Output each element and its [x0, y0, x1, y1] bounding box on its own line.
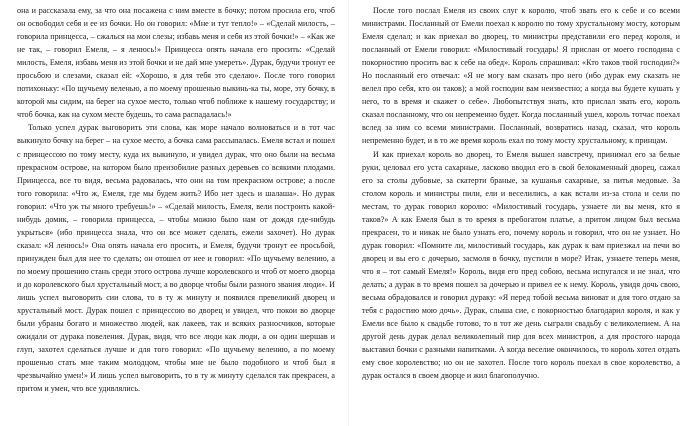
right-paragraph-2: И как приехал король во дворец, то Емеля вышел навстречу, принимал его за белые руки, целовал его уста сахарные, ласково вводил его в свой белокаменный дворец, сажал его за столы дубовые, за скатерти браные, за кушанья сахарные, за питья медовые. За столом король и министры пили, ели и веселились, а как встали из-за стола и сели по местам, то дурак говорил королю: «Милостивый государь, узнаете ли вы меня, кто я таков?» А как Емеля был в то время в пребогатом платье, а притом лицом был весьма прекрасен, то и никак не было узнать его, почему король и говорил, что он не узнает. Но дурак говорил: «Помните ли, милостивый государь, как дурак к вам приезжал на печи во дворец и вы его с дочерью, засмоля в бочку, пустили в море? Итак, узнаете теперь меня, что я – тот самый Емеля!» Король, видя его пред собою, весьма испугался и не знал, что делать; а дурак в то время пошел за дочерью и привел ее к нему. Король, увидя дочь свою, весьма обрадовался и говорил дураку: «Я перед тобой весьма виноват и для того отдаю за тебя с радостию мою дочь». Дурак, слыша сие, с покорностью благодарил короля, и как у Емели все было к свадьбе готово, то в тот же день сыграли свадьбу с великолепием. А на другой день дурак делал великолепный пир для всех министров, а для простого народа выставил бочки с разными напитками. А когда веселие окончилось, то король хотел отдать ему свое королевство; но он не захотел. После того король поехал в свое королевство, а дурак остался в своем дворце и жил благополучно.: [362, 149, 680, 381]
left-paragraph-1: она и рассказала ему, за что она посажена с ним вместе в бочку; потом просила его, чтоб он освободил себя и ее из бочки. Но он говорил: «Мне и тут тепло!» – «Сделай милость, – говорила принцесса, – сжалься на мои слезы; избавь меня и себя из этой бочки!» – «Как же не так, – говорил Емеля, – я ленюсь!» Принцесса опять начала его просить: «Сделай милость, Емеля, избавь меня из этой бочки и не дай мне умереть». Дурак, будучи тронут ее просьбою и слезами, сказал ей: «Хорошо, я для тебя это сделаю». После того говорил потихоньку: «По щучьему веленью, а по моему прошенью выкинь-ка ты, море, эту бочку, в которой мы сидим, на берег на сухое место, только чтоб поближе к нашему государству; и чтоб бочка, как на сухом месте будешь, то сама распадалась!»: [17, 6, 335, 120]
left-paragraph-2: Только успел дурак выговорить эти слова, как море начало волноваться и в тот час выкинуло бочку на берег – на сухое место, а бочка сама рассыпалась. Емеля встал и пошел с принцессою по тому месту, куда их выкинуло, и увидел дурак, что оно были на весьма прекрасном острове, на котором было преизобилие разных деревьев со всякими плодами. Принцесса, все то видя, весьма радовалась, что они на том прекрасном острове; а после того говорила: «Что ж, Емеля, где мы будем жить? Ибо нет здесь и шалаша». Но дурак говорил: «Что уж ты много требуешь!» – «Сделай милость, Емеля, вели построить какой-нибудь домик, – говорила принцесса, – чтобы можно было нам от дождя где-нибудь укрыться» (ибо принцесса знала, что он все может сделать, ежели захочет). Но дурак сказал: «Я ленюсь!» Она опять начала его просить, и Емеля, будучи тронут ее просьбой, принужден был для нее то сделать; он отошел от нее и говорил: «По щучьему велению, а по моему прошению стань среди этого острова лучше королевского и чтоб от моего дворца и до королевского был хрустальный мост, а во дворце чтобы были разного звания люди». И лишь успел выговорить сии слова, то в ту ж минуту и появился превеликий дворец и хрустальный мост. Дурак пошел с принцессою во дворец и увидел, что покои во дворце были убраны богато и множество людей, как лакеев, так и всяких разносчиков, которые ожидали от дурака повеления. Дурак, видя, что все люди как люди, а он один шершав и глуп, захотел сделаться лучше и для того говорил: «По щучьему велению, а по моему прошенью стать мне таким молодцом, чтобы мне не было подобного и чтоб был я чрезвычайно умен!» И лишь успел выговорить, то в ту ж минуту сделался так прекрасен, а притом и умен, что все удивлялись.: [17, 123, 335, 394]
right-paragraph-1: После того послал Емеля из своих слуг к королю, чтоб звать его к себе и со всеми министрами. Посланный от Емели поехал к королю по тому хрустальному мосту, которым Емеля сделал; и как приехал во дворец, то министры представили его перед короля, и посланный от Емели говорил: «Милостивый государь! Я прислан от моего господина с покорностию просить вас к себе на обед». Король спрашивал: «Кто таков твой господин?» Но посланный его отвечал: «Я не могу вам сказать про него (ибо дурак ему сказать не велел про себя, кто он таков); а мой господин вам неизвестно; а когда вы будете кушать у него, то в время и скажет о себе». Любопытствуя знать, кто прислал звать его, король сказал посланному, что он непременно будет. Когда посланный ушел, король тотчас поехал вслед за ним со всеми министрами. Посланный, возвратись назад, сказал, что король непременно будет, и в то же время король ехал по тому мосту хрустальному, к принцам.: [362, 6, 680, 146]
page-gutter: [348, 0, 349, 426]
left-page: [17, 4, 335, 395]
right-page: [362, 4, 680, 382]
